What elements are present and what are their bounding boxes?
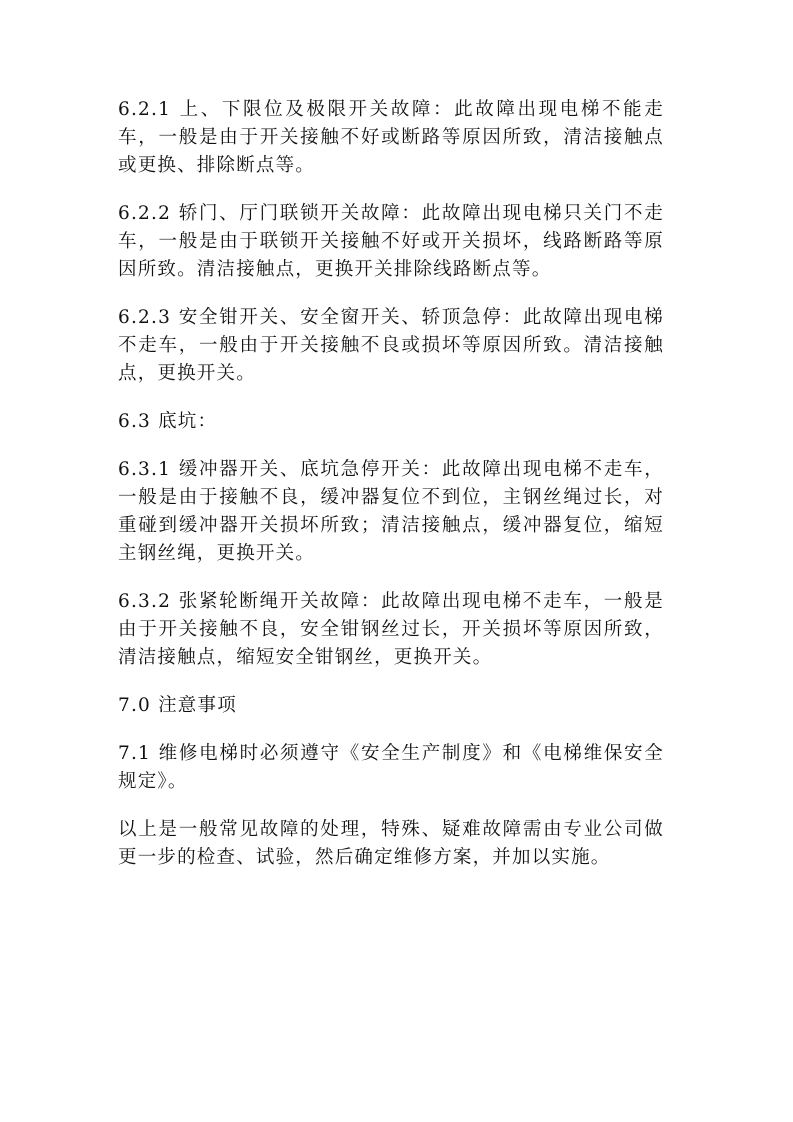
paragraph-6-3-1: 6.3.1 缓冲器开关、底坑急停开关：此故障出现电梯不走车，一般是由于接触不良，缓冲器复位不到位，主钢丝绳过长，对重碰到缓冲器开关损坏所致；清洁接触点，缓冲器复位，缩短主钢丝绳，更换开关。 (118, 459, 664, 564)
heading-7-0: 7.0 注意事项 (118, 695, 237, 716)
paragraph-summary: 以上是一般常见故障的处理，特殊、疑难故障需由专业公司做更一步的检查、试验，然后确定维修方案，并加以实施。 (118, 819, 664, 868)
heading-6-3: 6.3 底坑： (118, 411, 218, 432)
paragraph-6-2-2: 6.2.2 轿门、厅门联锁开关故障：此故障出现电梯只关门不走车，一般是由于联锁开关接触不好或开关损坏，线路断路等原因所致。清洁接触点，更换开关排除线路断点等。 (118, 203, 664, 280)
paragraph-7-1: 7.1 维修电梯时必须遵守《安全生产制度》和《电梯维保安全规定》。 (118, 743, 664, 792)
paragraph-6-2-1: 6.2.1 上、下限位及极限开关故障：此故障出现电梯不能走车，一般是由于开关接触不好或断路等原因所致，清洁接触点或更换、排除断点等。 (118, 99, 664, 176)
paragraph-6-3-2: 6.3.2 张紧轮断绳开关故障：此故障出现电梯不走车，一般是由于开关接触不良，安全钳钢丝过长，开关损坏等原因所致，清洁接触点，缩短安全钳钢丝，更换开关。 (118, 591, 664, 668)
paragraph-6-2-3: 6.2.3 安全钳开关、安全窗开关、轿顶急停：此故障出现电梯不走车，一般由于开关接触不良或损坏等原因所致。清洁接触点，更换开关。 (118, 307, 664, 384)
document-body (118, 96, 664, 892)
